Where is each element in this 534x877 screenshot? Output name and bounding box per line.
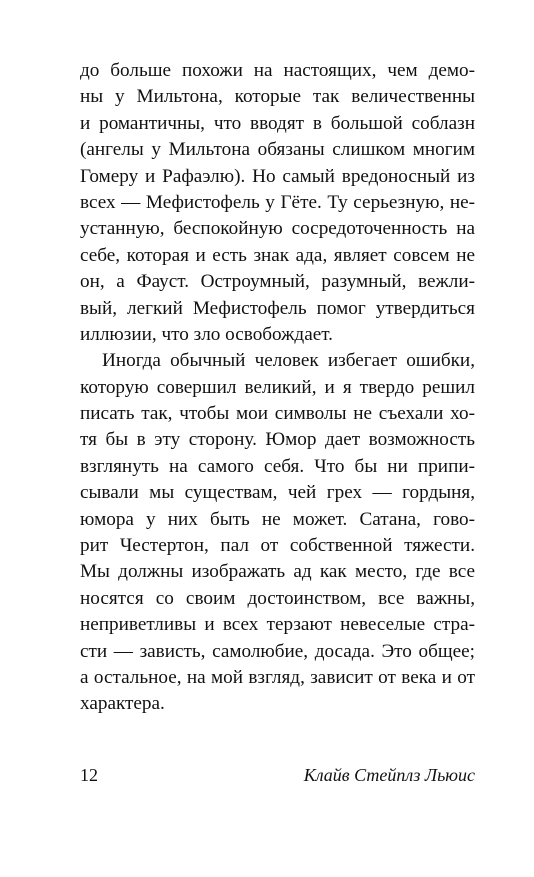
text-line: которую совершил великий, и я твердо решил [80, 376, 475, 398]
text-line: характера. [80, 693, 165, 715]
text-line: вый, легкий Мефистофель помог утвердиться [80, 297, 475, 319]
page-footer [80, 764, 475, 786]
text-line: и романтичны, что вводят в большой соблазн [80, 112, 475, 134]
text-line: он, а Фауст. Остроумный, разумный, вежли- [80, 271, 475, 293]
text-line: взглянуть на самого себя. Что бы ни припи- [80, 455, 475, 477]
paragraph-1 [80, 58, 475, 348]
text-line: носятся со своим достоинством, все важны, [80, 587, 475, 609]
text-line: всех — Мефистофель у Гёте. Ту серьезную, не- [80, 191, 475, 213]
text-line: устанную, беспокойную сосредоточенность на [80, 218, 475, 240]
text-line: себе, которая и есть знак ада, являет совсем не [80, 244, 475, 266]
text-line: Гомеру и Рафаэлю). Но самый вредоносный из [80, 165, 475, 187]
text-line: сти — зависть, самолюбие, досада. Это общее; [80, 640, 475, 662]
page-number: 12 [80, 765, 98, 785]
paragraph-2 [80, 348, 475, 717]
text-line: Иногда обычный человек избегает ошибки, [102, 350, 475, 372]
text-line: иллюзии, что зло освобождает. [80, 323, 333, 345]
text-line: писать так, чтобы мои символы не съехали хо- [80, 403, 475, 425]
text-line: до больше похожи на настоящих, чем демо- [80, 60, 475, 81]
text-line: рит Честертон, пал от собственной тяжести. [80, 535, 475, 557]
text-line: сывали мы существам, чей грех — гордыня, [80, 482, 475, 504]
text-line: а остальное, на мой взгляд, зависит от века и от [80, 666, 475, 688]
text-line: ны у Мильтона, которые так величественны [80, 86, 475, 108]
text-line: тя бы в эту сторону. Юмор дает возможность [80, 429, 475, 451]
text-line: неприветливы и всех терзают невеселые стра- [80, 614, 475, 636]
text-line: юмора у них быть не может. Сатана, гово- [80, 508, 475, 530]
running-title: Клайв Стейплз Льюис [303, 765, 475, 785]
body-text [80, 58, 475, 718]
text-line: (ангелы у Мильтона обязаны слишком многим [80, 139, 475, 161]
text-line: Мы должны изображать ад как место, где все [80, 561, 475, 583]
